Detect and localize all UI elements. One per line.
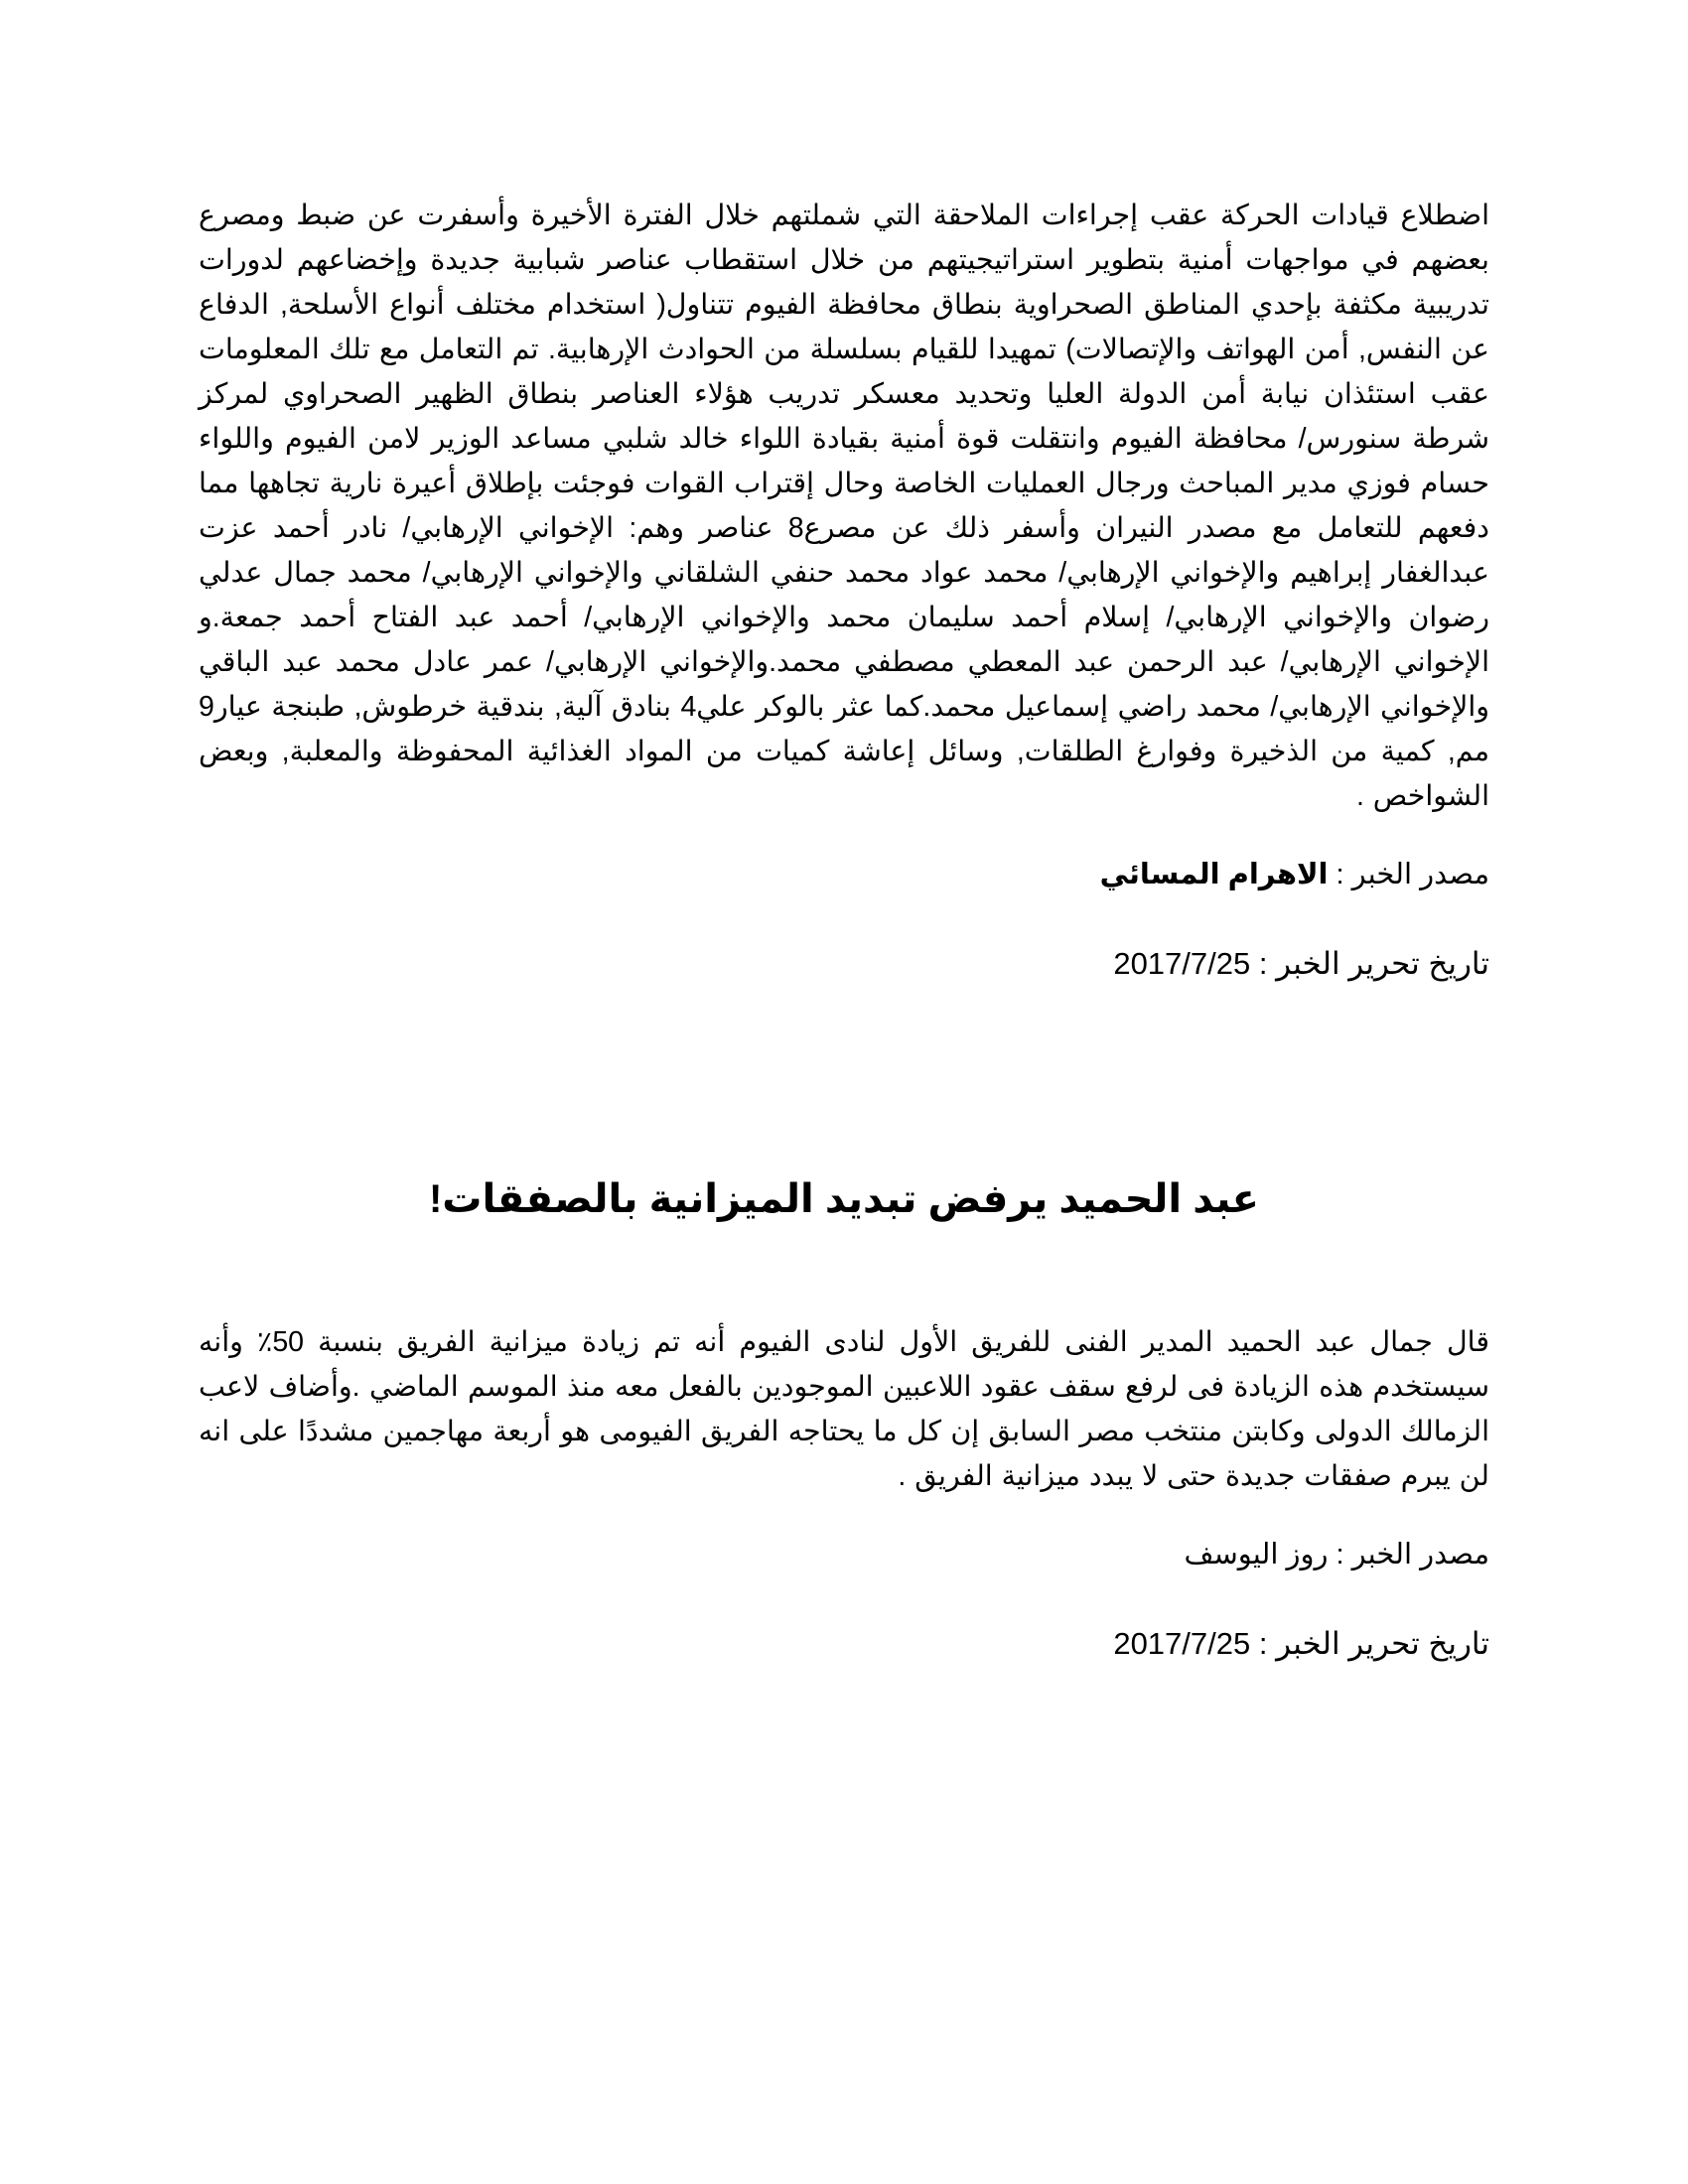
date-label: تاريخ تحرير الخبر : — [1250, 1626, 1489, 1661]
news-date — [199, 1626, 1489, 1662]
news-source — [199, 1537, 1489, 1571]
date-value: 2017/7/25 — [1113, 946, 1251, 981]
date-label: تاريخ تحرير الخبر : — [1250, 946, 1489, 981]
article-body: اضطلاع قيادات الحركة عقب إجراءات الملاحقة التي شملتهم خلال الفترة الأخيرة وأسفرت عن ضبط ومصرع بعضهم في مواجهات أمنية بتطوير استراتيجيتهم من خلال استقطاب عناصر شبابية جديدة وإخضاعهم لدورات تدريبية مكثفة بإحدي المناطق الصحراوية بنطاق محافظة الفيوم تتناول( استخدام مختلف أنواع الأسلحة, الدفاع عن النفس, أمن الهواتف والإتصالات) تمهيدا للقيام بسلسلة من الحوادث الإرهابية. تم التعامل مع تلك المعلومات عقب استئذان نيابة أمن الدولة العليا وتحديد معسكر تدريب هؤلاء العناصر بنطاق الظهير الصحراوي لمركز شرطة سنورس/ محافظة الفيوم وانتقلت قوة أمنية بقيادة اللواء خالد شلبي مساعد الوزير لامن الفيوم واللواء حسام فوزي مدير المباحث ورجال العمليات الخاصة وحال إقتراب القوات فوجئت بإطلاق أعيرة نارية تجاهها مما دفعهم للتعامل مع مصدر النيران وأسفر ذلك عن مصرع8 عناصر وهم: الإخواني الإرهابي/ نادر أحمد عزت عبدالغفار إبراهيم والإخواني الإرهابي/ محمد عواد محمد حنفي الشلقاني والإخواني الإرهابي/ محمد جمال عدلي رضوان والإخواني الإرهابي/ إسلام أحمد سليمان محمد والإخواني الإرهابي/ أحمد عبد الفتاح أحمد جمعة.و الإخواني الإرهابي/ عبد الرحمن عبد المعطي مصطفي محمد.والإخواني الإرهابي/ عمر عادل محمد عبد الباقي والإخواني الإرهابي/ محمد راضي إسماعيل محمد.كما عثر بالوكر علي4 بنادق آلية, بندقية خرطوش, طبنجة عيار9 مم, كمية من الذخيرة وفوارغ الطلقات, وسائل إعاشة كميات من المواد الغذائية المحفوظة والمعلبة, وبعض الشواخص . — [199, 200, 1490, 812]
source-label: مصدر الخبر : — [1328, 1539, 1489, 1570]
article-terror-cell — [199, 194, 1489, 982]
source-value: الاهرام المسائي — [1099, 859, 1329, 890]
article-body: قال جمال عبد الحميد المدير الفنى للفريق الأول لنادى الفيوم أنه تم زيادة ميزانية الفريق بنسبة 50٪ وأنه سيستخدم هذه الزيادة فى لرفع سقف عقود اللاعبين الموجودين بالفعل معه منذ الموسم الماضي .وأضاف لاعب الزمالك الدولى وكابتن منتخب مصر السابق إن كل ما يحتاجه الفريق الفيومى هو أربعة مهاجمين مشددًا على انه لن يبرم صفقات جديدة حتى لا يبدد ميزانية الفريق . — [199, 1326, 1489, 1492]
article-budget — [199, 1320, 1489, 1662]
news-source — [199, 857, 1489, 891]
source-label: مصدر الخبر : — [1328, 859, 1489, 890]
source-value: روز اليوسف — [1184, 1539, 1329, 1570]
date-value: 2017/7/25 — [1113, 1626, 1251, 1661]
news-date — [199, 946, 1489, 982]
article-headline: عبد الحميد يرفض تبديد الميزانية بالصفقات! — [428, 1177, 1260, 1221]
